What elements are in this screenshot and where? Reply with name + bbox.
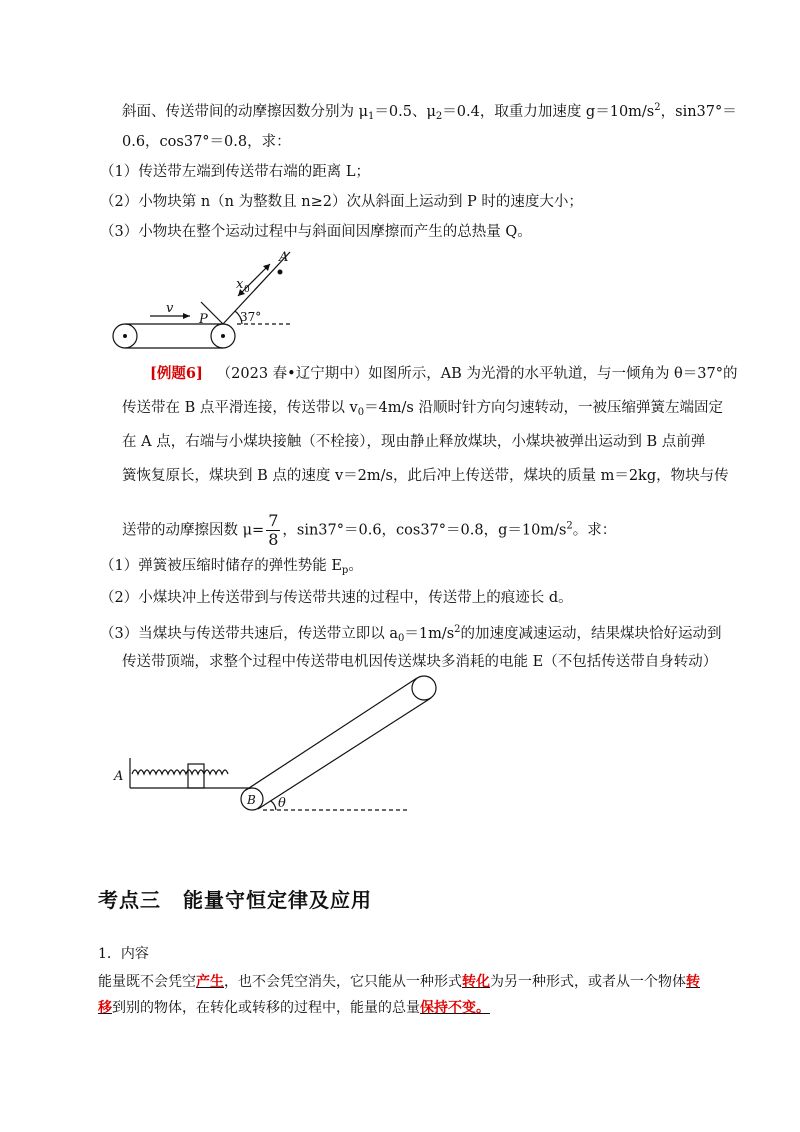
label-b: B	[247, 793, 256, 807]
label-angle: 37°	[240, 310, 262, 324]
coal-block	[188, 764, 204, 788]
label-p: P	[199, 312, 208, 327]
figure-conveyor-incline	[100, 244, 340, 356]
section-item-1: 1．内容	[98, 946, 149, 962]
example6-question3-cont: 传送带顶端，求整个过程中传送带电机因传送煤块多消耗的电能 E（不包括传送带自身转动）	[122, 654, 718, 670]
keyword-produce: 产生	[196, 974, 224, 990]
problem5-line2: 0.6，cos37°＝0.8，求：	[122, 134, 291, 150]
content-line2: 移到别的物体，在转化或转移的过程中，能量的总量保持不变。	[98, 1000, 490, 1016]
friction-fraction: $\frac{7}{8}$	[268, 511, 279, 549]
example6-question3: （3）当煤块与传送带共速后，传送带立即以 $a_0=1m/s^2$的加速度减速运动，结果煤块恰好运动到	[100, 624, 722, 644]
keyword-conserved: 保持不变。	[420, 1000, 490, 1016]
problem5-question3: （3）小物块在整个运动过程中与斜面间因摩擦而产生的总热量 Q。	[100, 224, 532, 240]
example6-question2: （2）小煤块冲上传送带到与传送带共速的过程中，传送带上的痕迹长 d。	[100, 590, 573, 606]
problem5-question1: （1）传送带左端到传送带右端的距离 L；	[100, 164, 370, 180]
spring	[132, 770, 228, 774]
figure-spring-conveyor	[110, 670, 440, 820]
label-x0-sub: 0	[244, 285, 250, 295]
label-x0: x	[236, 277, 244, 292]
content-line1: 能量既不会凭空产生，也不会凭空消失，它只能从一种形式转化为另一种形式，或者从一个物体转	[98, 974, 700, 990]
label-a: A	[279, 250, 289, 265]
section-title: 考点三 能量守恒定律及应用	[98, 888, 372, 912]
label-theta: θ	[278, 796, 286, 811]
keyword-transfer-b: 移	[98, 1000, 112, 1016]
example6-line1: [例题6] （2023 春•辽宁期中）如图所示，AB 为光滑的水平轨道，与一倾角为 θ＝37°的	[150, 365, 738, 382]
example6-line5: 送带的动摩擦因数 μ= $\frac{7}{8}$ ，sin37°＝0.6，cos37°＝0.8，$g=10m/s^2$。求：	[122, 511, 617, 549]
example6-question1: （1）弹簧被压缩时储存的弹性势能 $E_p$。	[100, 558, 363, 576]
example6-line2: 传送带在 B 点平滑连接，传送带以 $v_0=4m/s$ 沿顺时针方向匀速转动，一被压缩弹簧左端固定	[122, 400, 723, 418]
example-tag: [例题6]	[150, 365, 203, 382]
label-v: v	[166, 301, 174, 316]
example6-line4: 簧恢复原长，煤块到 B 点的速度 v＝2m/s，此后冲上传送带，煤块的质量 m＝2kg，物块与传	[122, 468, 729, 484]
problem5-line1: 斜面、传送带间的动摩擦因数分别为 $\mu_1=0.5$、$\mu_2=0.4$，取重力加速度 $g=10m/s^2$，sin37°＝	[122, 102, 737, 122]
problem5-question2: （2）小物块第 n（n 为整数且 n≥2）次从斜面上运动到 P 时的速度大小；	[100, 194, 583, 210]
point-a-dot	[278, 270, 283, 275]
keyword-convert: 转化	[462, 974, 490, 990]
example6-line3: 在 A 点，右端与小煤块接触（不栓接），现由静止释放煤块，小煤块被弹出运动到 B 点前弹	[122, 434, 706, 450]
keyword-transfer-a: 转	[686, 974, 700, 990]
label-a: A	[114, 769, 124, 784]
